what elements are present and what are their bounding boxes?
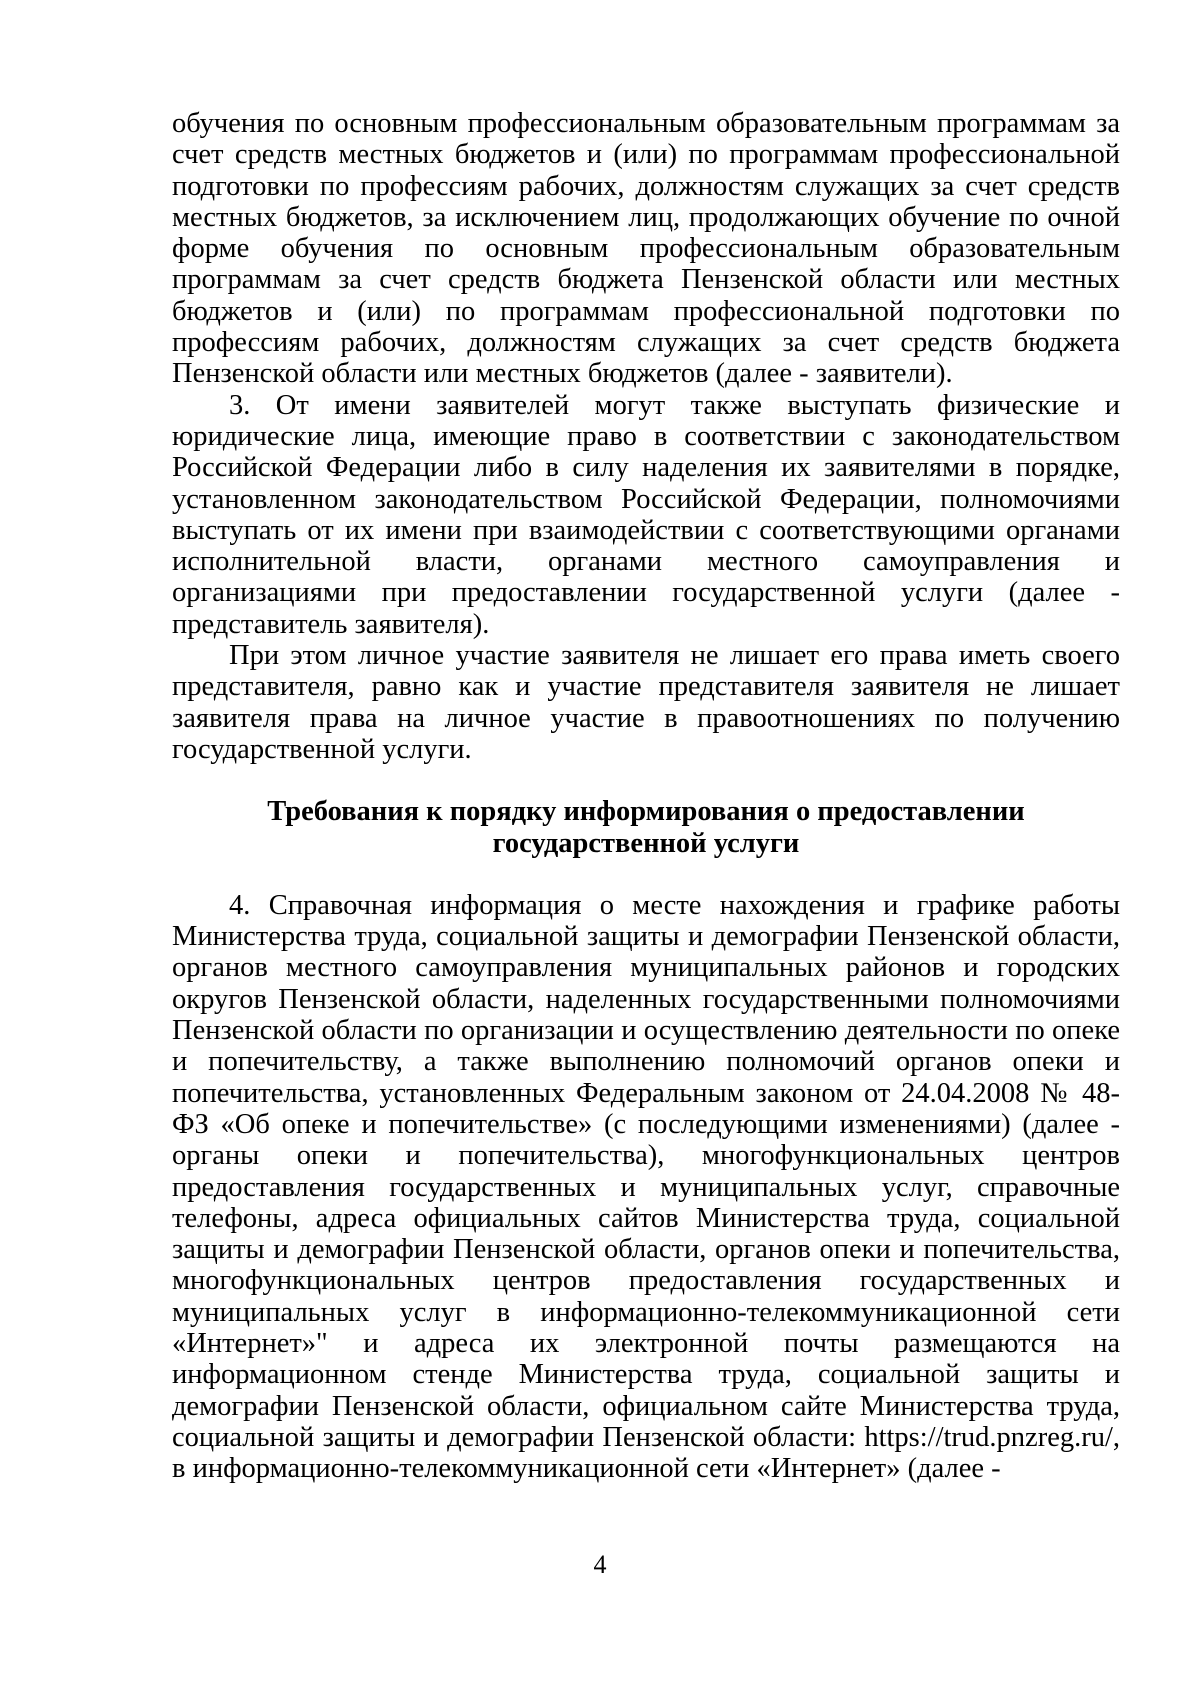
spacer xyxy=(172,859,1120,890)
paragraph: 4. Справочная информация о месте нахождения и графике работы Министерства труда, социальной защиты и демографии Пензенской области, органов местного самоуправления муниципальных районов и городских округов Пензенской области, наделенных государственными полномочиями Пензенской области по организации и осуществлению деятельности по опеке и попечительству, а также выполнению полномочий органов опеки и попечительства, установленных Федеральным законом от 24.04.2008 № 48-ФЗ «Об опеке и попечительстве» (с последующими изменениями) (далее - органы опеки и попечительства), многофункциональных центров предоставления государственных и муниципальных услуг, справочные телефоны, адреса официальных сайтов Министерства труда, социальной защиты и демографии Пензенской области, органов опеки и попечительства, многофункциональных центров предоставления государственных и муниципальных услуг в информационно-телекоммуникационной сети «Интернет»" и адреса их электронной почты размещаются на информационном стенде Министерства труда, социальной защиты и демографии Пензенской области, официальном сайте Министерства труда, социальной защиты и демографии Пензенской области: https://trud.pnzreg.ru/, в информационно-телекоммуникационной сети «Интернет» (далее - xyxy=(172,889,1120,1485)
page-number: 4 xyxy=(593,1550,607,1579)
paragraph: обучения по основным профессиональным образовательным программам за счет средств местных бюджетов и (или) по программам профессиональной подготовки по профессиям рабочих, должностям служащих за счет средств местных бюджетов, за исключением лиц, продолжающих обучение по очной форме обучения по основным профессиональным образовательным программам за счет средств бюджета Пензенской области или местных бюджетов и (или) по программам профессиональной подготовки по профессиям рабочих, должностям служащих за счет средств бюджета Пензенской области или местных бюджетов (далее - заявители). xyxy=(172,108,1120,390)
paragraph: При этом личное участие заявителя не лишает его права иметь своего представителя, равно как и участие представителя заявителя не лишает заявителя права на личное участие в правоотношениях по получению государственной услуги. xyxy=(172,640,1120,765)
text-body-bottom xyxy=(172,890,1120,1485)
section-heading-line-1: Требования к порядку информирования о предоставлении xyxy=(267,796,1025,828)
document-page xyxy=(172,108,1120,1484)
section-heading xyxy=(172,796,1120,859)
spacer xyxy=(172,765,1120,796)
text-body-top xyxy=(172,108,1120,765)
paragraph: 3. От имени заявителей могут также выступать физические и юридические лица, имеющие право в соответствии с законодательством Российской Федерации либо в силу наделения их заявителями в порядке, установленном законодательством Российской Федерации, полномочиями выступать от их имени при взаимодействии с соответствующими органами исполнительной власти, органами местного самоуправления и организациями при предоставлении государственной услуги (далее - представитель заявителя). xyxy=(172,389,1120,640)
section-heading-line-2: государственной услуги xyxy=(492,827,800,859)
